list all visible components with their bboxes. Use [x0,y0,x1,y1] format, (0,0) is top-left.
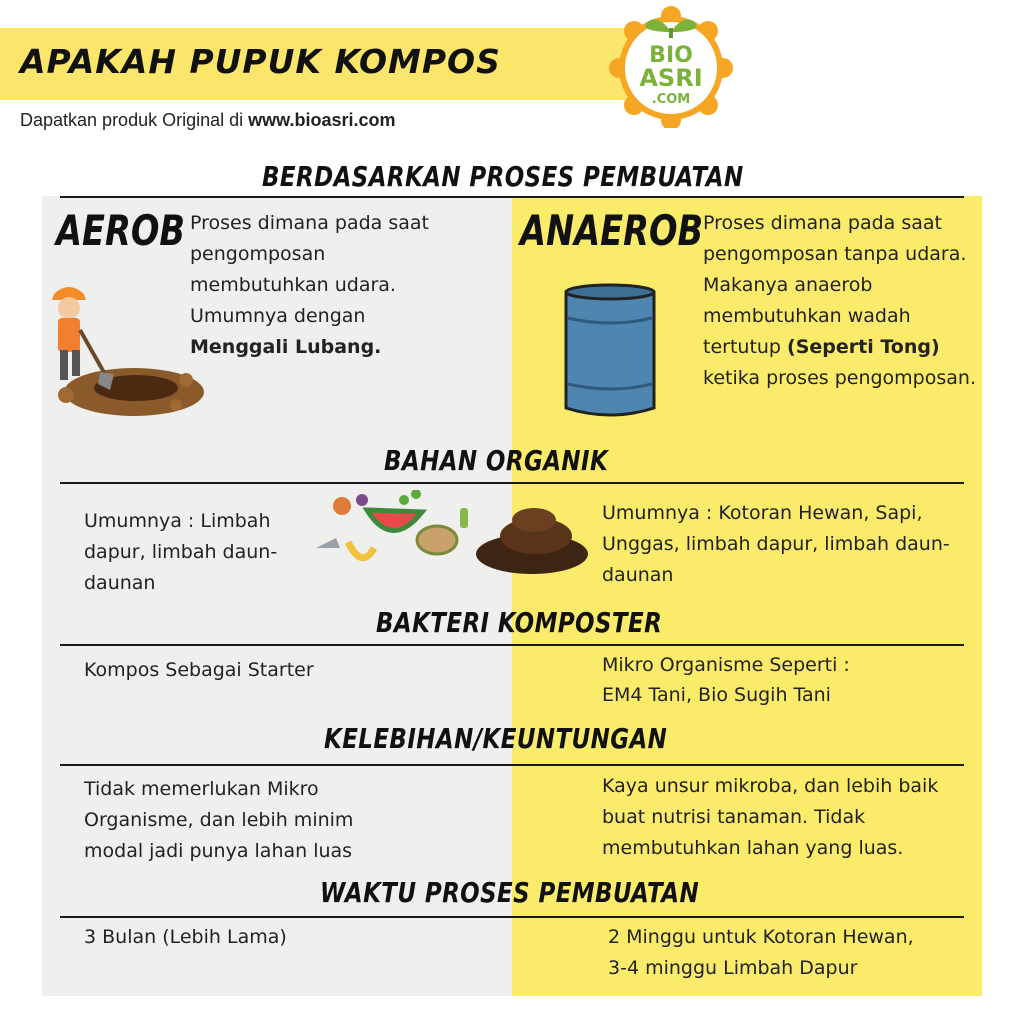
divider [60,644,964,646]
anaerob-text-bold: (Seperti Tong) [787,336,940,358]
barrel-icon [560,282,660,420]
kelebihan-left-text: Tidak memerlukan Mikro Organisme, dan lebih minim modal jadi punya lahan luas [84,778,354,862]
subtitle-prefix: Dapatkan produk Original di [20,110,249,130]
aerob-text-bold: Menggali Lubang. [190,336,382,358]
aerob-text: Proses dimana pada saat pengomposan membutuhkan udara. Umumnya dengan [190,212,429,327]
bahan-left-text: Umumnya : Limbah dapur, limbah daun-daunan [84,510,278,594]
anaerob-text-end: ketika proses pengomposan. [703,367,976,389]
section-title-bahan: BAHAN ORGANIK [384,444,609,477]
bakteri-left-text: Kompos Sebagai Starter [84,659,314,681]
kelebihan-right-text: Kaya unsur mikroba, dan lebih baik buat nutrisi tanaman. Tidak membutuhkan lahan yang luas. [602,775,939,859]
worker-digging-illustration [36,280,206,425]
manure-pile-illustration [474,500,590,576]
page-title: APAKAH PUPUK KOMPOS [20,42,501,81]
waktu-left-text: 3 Bulan (Lebih Lama) [84,926,287,948]
aerob-label: AEROB [56,206,186,255]
logo-text-asri: ASRI [639,64,703,92]
section-title-waktu: WAKTU PROSES PEMBUATAN [320,876,700,909]
bakteri-right-text [602,650,982,710]
divider [60,482,964,484]
website-link[interactable]: www.bioasri.com [248,110,396,130]
section-title-kelebihan: KELEBIHAN/KEUNTUNGAN [324,722,668,755]
divider [60,916,964,918]
bioasri-logo [608,2,734,128]
waktu-right-line-2: 3-4 minggu Limbah Dapur [608,957,858,979]
divider [60,196,964,198]
kitchen-waste-illustration [312,490,472,570]
anaerob-text: Proses dimana pada saat pengomposan tanpa udara. Makanya anaerob membutuhkan wadah tertutup [703,212,967,358]
waktu-right-line-1: 2 Minggu untuk Kotoran Hewan, [608,926,914,948]
logo-text-com: .COM [651,92,691,107]
subtitle [20,110,396,131]
section-title-proses: BERDASARKAN PROSES PEMBUATAN [262,160,744,193]
anaerob-label: ANAEROB [520,206,704,255]
bahan-right-text: Umumnya : Kotoran Hewan, Sapi, Unggas, limbah dapur, limbah daun-daunan [602,502,950,586]
logo-text-bio: BIO [649,43,693,68]
divider [60,764,964,766]
anaerob-description [703,208,978,394]
waktu-right-text [608,922,978,984]
section-title-bakteri: BAKTERI KOMPOSTER [376,606,663,639]
aerob-description [190,208,450,363]
bakteri-right-line-2: EM4 Tani, Bio Sugih Tani [602,684,831,706]
bakteri-right-line-1: Mikro Organisme Seperti : [602,654,850,676]
